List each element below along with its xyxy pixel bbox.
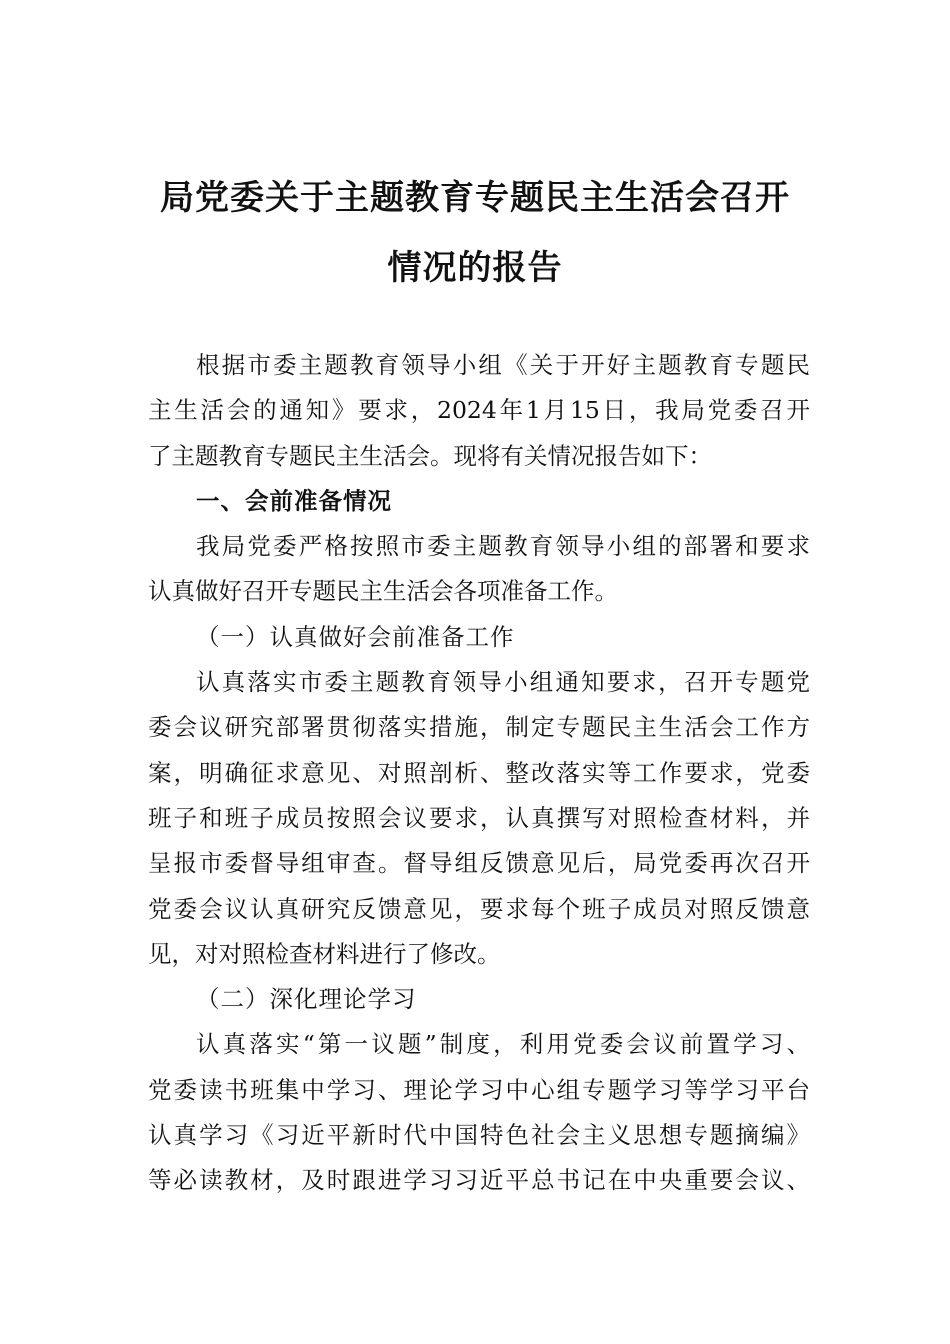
paragraph-line: 案，明确征求意见、对照剖析、整改落实等工作要求，党委 — [148, 758, 810, 787]
section-heading: 一、会前准备情况 — [196, 486, 392, 515]
paragraph-line: 呈报市委督导组审查。督导组反馈意见后，局党委再次召开 — [148, 849, 810, 878]
paragraph-line: 了主题教育专题民主生活会。现将有关情况报告如下： — [148, 441, 712, 470]
document-body — [148, 345, 810, 1206]
paragraph-line: 我局党委严格按照市委主题教育领导小组的部署和要求 — [196, 532, 810, 561]
subsection-heading: （二）深化理论学习 — [196, 985, 417, 1014]
paragraph-line: 党委会议认真研究反馈意见，要求每个班子成员对照反馈意 — [148, 894, 810, 923]
paragraph-line: 见，对对照检查材料进行了修改。 — [148, 939, 501, 968]
paragraph-line: 认真落实市委主题教育领导小组通知要求，召开专题党 — [196, 668, 810, 697]
paragraph-line: 等必读教材，及时跟进学习习近平总书记在中央重要会议、 — [148, 1166, 810, 1195]
paragraph-line: 认真学习《习近平新时代中国特色社会主义思想专题摘编》 — [148, 1121, 810, 1150]
paragraph-line: 主生活会的通知》要求，2024年1月15日，我局党委召开 — [148, 396, 810, 425]
subsection-heading: （一）认真做好会前准备工作 — [196, 622, 515, 651]
paragraph-line: 根据市委主题教育领导小组《关于开好主题教育专题民 — [196, 351, 810, 379]
document-title-line-1: 局党委关于主题教育专题民主生活会召开 — [160, 178, 790, 218]
document-title-line-2: 情况的报告 — [387, 248, 563, 288]
paragraph-line: 认真做好召开专题民主生活会各项准备工作。 — [148, 577, 618, 606]
paragraph-line: 认真落实“第一议题”制度，利用党委会议前置学习、 — [196, 1030, 810, 1059]
paragraph-line: 班子和班子成员按照会议要求，认真撰写对照检查材料，并 — [148, 803, 810, 832]
paragraph-line: 委会议研究部署贯彻落实措施，制定专题民主生活会工作方 — [148, 713, 810, 742]
paragraph-line: 党委读书班集中学习、理论学习中心组专题学习等学习平台 — [148, 1075, 810, 1104]
